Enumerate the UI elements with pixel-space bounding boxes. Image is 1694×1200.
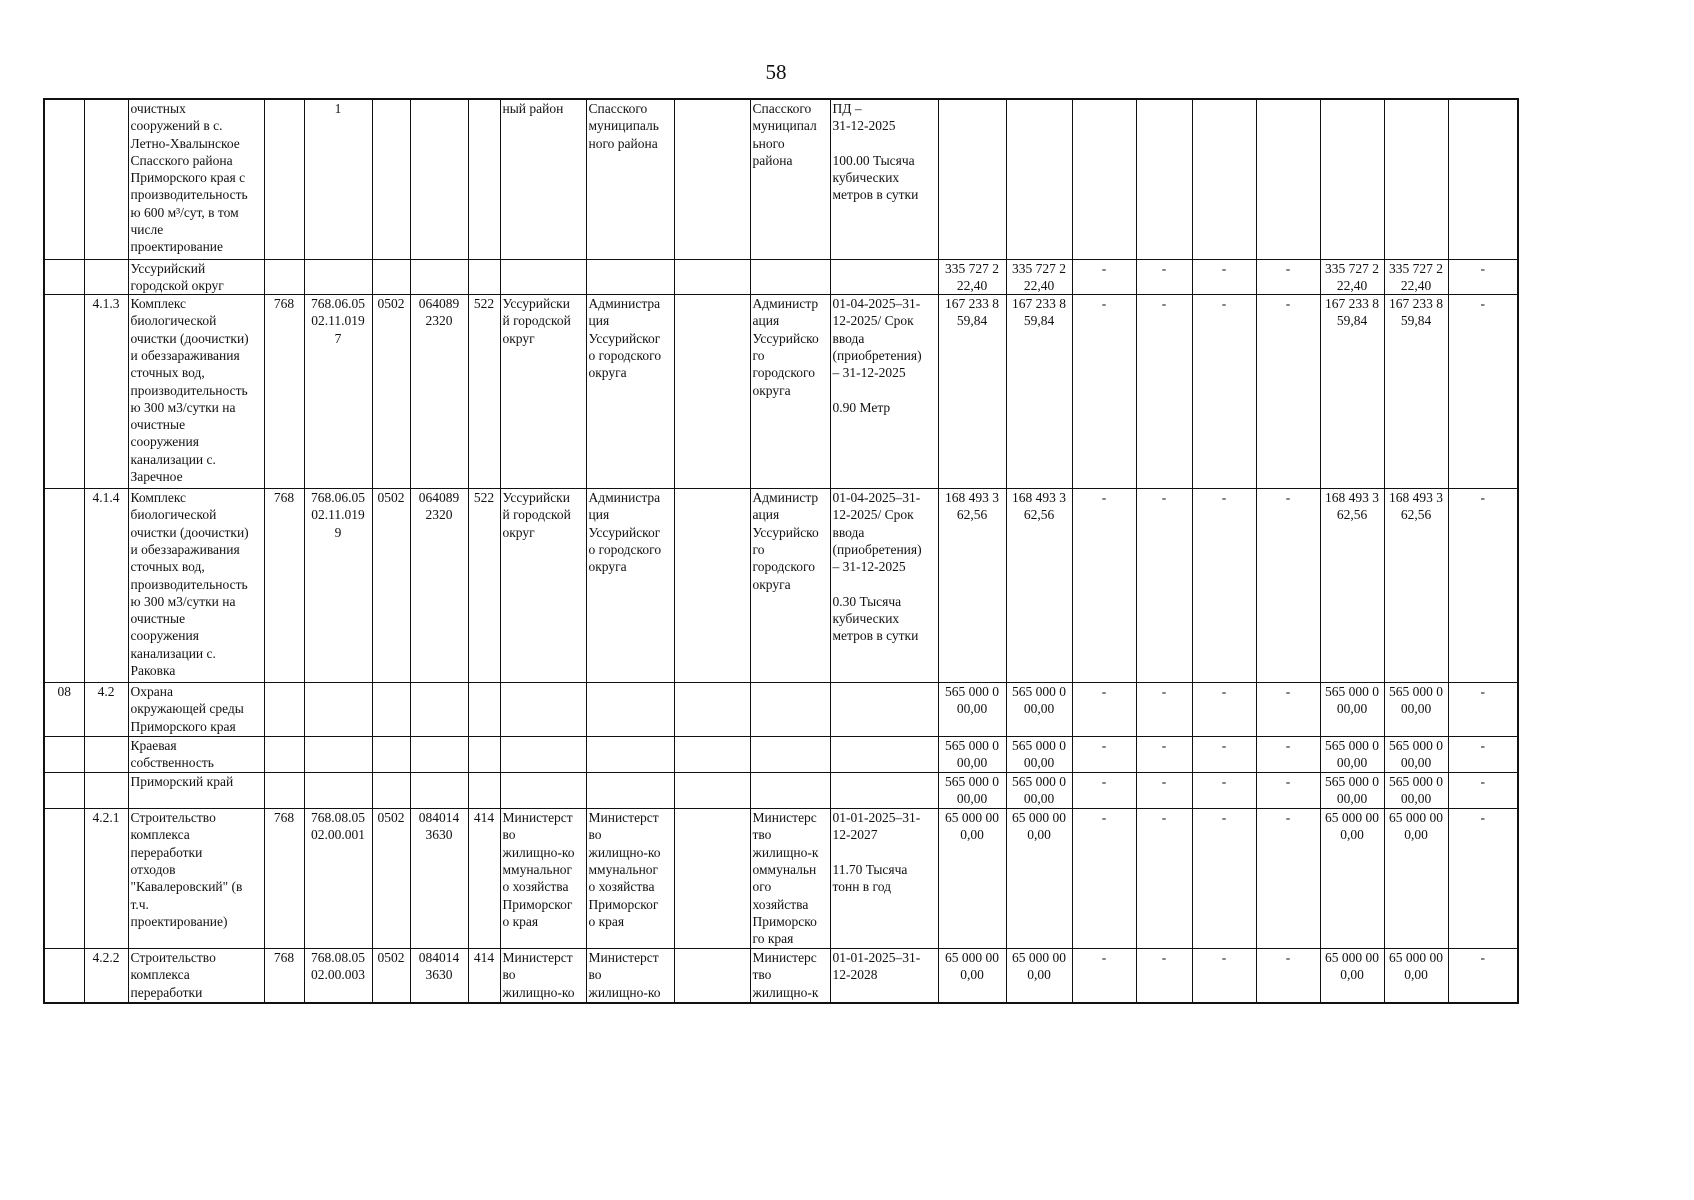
table-cell: - — [1072, 683, 1136, 737]
table-cell: 65 000 00 0,00 — [938, 949, 1006, 1003]
table-cell: 084014 3630 — [410, 949, 468, 1003]
table-cell: - — [1136, 295, 1192, 489]
table-cell — [674, 809, 750, 949]
table-cell — [830, 259, 938, 295]
table-cell: 768 — [264, 949, 304, 1003]
table-cell: - — [1192, 773, 1256, 809]
table-cell — [372, 773, 410, 809]
table-cell: 414 — [468, 949, 500, 1003]
table-cell: - — [1136, 259, 1192, 295]
table-cell: 335 727 2 22,40 — [1384, 259, 1448, 295]
table-cell: 565 000 0 00,00 — [1006, 683, 1072, 737]
table-cell: 768.06.05 02.11.019 9 — [304, 489, 372, 683]
table-cell — [410, 683, 468, 737]
table-cell: 65 000 00 0,00 — [1006, 809, 1072, 949]
table-cell — [674, 259, 750, 295]
table-cell: Администра ция Уссурийског о городского округа — [586, 489, 674, 683]
table-cell: 167 233 8 59,84 — [1384, 295, 1448, 489]
table-cell — [586, 683, 674, 737]
table-cell: 335 727 2 22,40 — [1320, 259, 1384, 295]
table-cell: Администра ция Уссурийског о городского округа — [586, 295, 674, 489]
table-cell: - — [1072, 259, 1136, 295]
table-cell: Министерст во жилищно-ко — [586, 949, 674, 1003]
table-cell: - — [1256, 489, 1320, 683]
table-cell — [44, 295, 84, 489]
table-cell: 4.2.1 — [84, 809, 128, 949]
table-cell: - — [1448, 737, 1518, 773]
table-cell: Строительство комплекса переработки отходов "Кавалеровский" (в т.ч. проектирование) — [128, 809, 264, 949]
table-cell: 0502 — [372, 809, 410, 949]
table-cell: 65 000 00 0,00 — [938, 809, 1006, 949]
table-cell: - — [1192, 489, 1256, 683]
table-cell — [938, 99, 1006, 259]
table-row — [44, 295, 1518, 489]
budget-table — [43, 98, 1519, 1004]
table-cell: - — [1192, 683, 1256, 737]
table-cell: - — [1256, 295, 1320, 489]
table-cell: 01-01-2025–31- 12-2028 — [830, 949, 938, 1003]
table-row — [44, 683, 1518, 737]
table-cell — [84, 737, 128, 773]
table-cell: - — [1072, 295, 1136, 489]
table-cell: 414 — [468, 809, 500, 949]
table-cell — [304, 773, 372, 809]
table-cell — [84, 773, 128, 809]
table-cell — [264, 259, 304, 295]
table-cell: 0502 — [372, 489, 410, 683]
table-cell: - — [1256, 949, 1320, 1003]
table-cell — [830, 737, 938, 773]
table-cell — [750, 737, 830, 773]
table-cell — [44, 773, 84, 809]
table-cell — [750, 259, 830, 295]
table-cell — [264, 737, 304, 773]
table-cell: - — [1136, 949, 1192, 1003]
table-cell — [1256, 99, 1320, 259]
table-cell — [586, 259, 674, 295]
table-cell — [264, 99, 304, 259]
table-cell: 565 000 0 00,00 — [938, 773, 1006, 809]
table-cell: 168 493 3 62,56 — [938, 489, 1006, 683]
table-cell — [674, 773, 750, 809]
table-cell — [500, 773, 586, 809]
table-cell: 01-01-2025–31- 12-2027 11.70 Тысяча тонн в год — [830, 809, 938, 949]
table-cell: 768 — [264, 295, 304, 489]
table-cell: Спасского муниципаль ного района — [586, 99, 674, 259]
table-cell: 4.2.2 — [84, 949, 128, 1003]
table-cell: - — [1448, 949, 1518, 1003]
table-cell: Министерст во жилищно-ко — [500, 949, 586, 1003]
table-cell: - — [1256, 809, 1320, 949]
table-cell — [830, 683, 938, 737]
table-cell: 0502 — [372, 949, 410, 1003]
table-cell: 167 233 8 59,84 — [1006, 295, 1072, 489]
table-cell: - — [1136, 683, 1192, 737]
table-cell: 4.1.4 — [84, 489, 128, 683]
table-cell — [1136, 99, 1192, 259]
table-cell — [750, 773, 830, 809]
table-row — [44, 809, 1518, 949]
table-cell: 168 493 3 62,56 — [1006, 489, 1072, 683]
table-cell: 768.08.05 02.00.003 — [304, 949, 372, 1003]
table-cell: 4.1.3 — [84, 295, 128, 489]
table-cell — [1320, 99, 1384, 259]
table-cell: - — [1136, 773, 1192, 809]
table-cell: - — [1192, 737, 1256, 773]
table-cell: Администр ация Уссурийско го городского округа — [750, 295, 830, 489]
table-cell — [304, 737, 372, 773]
table-cell: 167 233 8 59,84 — [1320, 295, 1384, 489]
table-cell — [44, 949, 84, 1003]
table-cell — [44, 809, 84, 949]
table-cell: Комплекс биологической очистки (доочистки) и обеззараживания сточных вод, производительность ю 300 м3/сутки на очистные сооружения канализации с. Раковка — [128, 489, 264, 683]
table-cell: Охрана окружающей среды Приморского края — [128, 683, 264, 737]
table-cell: 522 — [468, 489, 500, 683]
table-cell: 65 000 00 0,00 — [1006, 949, 1072, 1003]
table-cell — [674, 949, 750, 1003]
table-cell — [410, 99, 468, 259]
table-cell — [264, 773, 304, 809]
table-cell: Строительство комплекса переработки — [128, 949, 264, 1003]
table-cell: 1 — [304, 99, 372, 259]
table-cell — [410, 259, 468, 295]
table-cell — [586, 737, 674, 773]
table-cell: Администр ация Уссурийско го городского округа — [750, 489, 830, 683]
table-cell — [468, 773, 500, 809]
table-cell: 168 493 3 62,56 — [1320, 489, 1384, 683]
table-cell: 768 — [264, 809, 304, 949]
table-cell — [1072, 99, 1136, 259]
table-cell — [44, 737, 84, 773]
table-cell — [750, 683, 830, 737]
table-cell: Министерс тво жилищно-к — [750, 949, 830, 1003]
table-cell: 768 — [264, 489, 304, 683]
table-cell: 565 000 0 00,00 — [1006, 773, 1072, 809]
table-cell: 65 000 00 0,00 — [1384, 809, 1448, 949]
table-cell: 65 000 00 0,00 — [1320, 809, 1384, 949]
table-cell: 565 000 0 00,00 — [1320, 773, 1384, 809]
table-cell: Министерс тво жилищно-к оммунальн ого хозяйства Приморско го края — [750, 809, 830, 949]
table-cell: 565 000 0 00,00 — [938, 683, 1006, 737]
table-cell: 335 727 2 22,40 — [938, 259, 1006, 295]
table-cell — [500, 259, 586, 295]
table-row — [44, 737, 1518, 773]
table-cell — [84, 259, 128, 295]
table-cell — [1192, 99, 1256, 259]
table-cell — [468, 259, 500, 295]
table-cell — [44, 259, 84, 295]
table-cell: Уссурийский городской округ — [128, 259, 264, 295]
table-cell: Министерст во жилищно-ко ммунальног о хозяйства Приморског о края — [500, 809, 586, 949]
table-cell: Уссурийски й городской округ — [500, 489, 586, 683]
table-cell: - — [1448, 295, 1518, 489]
table-cell: ный район — [500, 99, 586, 259]
table-cell: 522 — [468, 295, 500, 489]
table-cell: 768.08.05 02.00.001 — [304, 809, 372, 949]
table-cell: - — [1256, 683, 1320, 737]
table-cell — [586, 773, 674, 809]
table-cell: - — [1448, 809, 1518, 949]
table-cell — [372, 683, 410, 737]
table-cell: - — [1136, 809, 1192, 949]
table-cell — [674, 99, 750, 259]
table-cell — [372, 259, 410, 295]
table-cell — [1448, 99, 1518, 259]
table-cell — [372, 737, 410, 773]
table-row — [44, 489, 1518, 683]
table-cell — [674, 683, 750, 737]
table-cell — [304, 259, 372, 295]
table-cell — [500, 737, 586, 773]
page-number: 58 — [765, 60, 787, 84]
table-cell: 335 727 2 22,40 — [1006, 259, 1072, 295]
table-cell: ПД – 31-12-2025 100.00 Тысяча кубических метров в сутки — [830, 99, 938, 259]
table-cell: 565 000 0 00,00 — [1384, 737, 1448, 773]
table-cell — [410, 737, 468, 773]
table-cell: - — [1256, 773, 1320, 809]
table-cell — [500, 683, 586, 737]
table-cell: Министерст во жилищно-ко ммунальног о хозяйства Приморског о края — [586, 809, 674, 949]
table-cell: - — [1192, 949, 1256, 1003]
table-cell: 565 000 0 00,00 — [938, 737, 1006, 773]
table-cell — [830, 773, 938, 809]
table-cell — [372, 99, 410, 259]
table-cell: - — [1256, 737, 1320, 773]
table-cell: 565 000 0 00,00 — [1320, 737, 1384, 773]
table-cell: - — [1448, 773, 1518, 809]
table-cell: 0502 — [372, 295, 410, 489]
table-cell — [674, 489, 750, 683]
table-cell: 064089 2320 — [410, 295, 468, 489]
table-cell: Краевая собственность — [128, 737, 264, 773]
table-cell — [674, 295, 750, 489]
table-cell — [468, 683, 500, 737]
table-cell: - — [1136, 489, 1192, 683]
table-cell: 65 000 00 0,00 — [1384, 949, 1448, 1003]
table-cell: - — [1448, 683, 1518, 737]
table-cell — [410, 773, 468, 809]
table-cell: 084014 3630 — [410, 809, 468, 949]
table-cell: 01-04-2025–31- 12-2025/ Срок ввода (приобретения) – 31-12-2025 0.30 Тысяча кубических метров в сутки — [830, 489, 938, 683]
table-cell — [44, 99, 84, 259]
table-row — [44, 99, 1518, 259]
table-cell: - — [1072, 737, 1136, 773]
table-row — [44, 949, 1518, 1003]
table-cell: 565 000 0 00,00 — [1006, 737, 1072, 773]
table-cell: - — [1192, 259, 1256, 295]
table-cell — [674, 737, 750, 773]
table-cell — [468, 99, 500, 259]
table-cell: 01-04-2025–31- 12-2025/ Срок ввода (приобретения) – 31-12-2025 0.90 Метр — [830, 295, 938, 489]
table-cell: - — [1448, 489, 1518, 683]
table-cell: Комплекс биологической очистки (доочистки) и обеззараживания сточных вод, производительность ю 300 м3/сутки на очистные сооружения канализации с. Заречное — [128, 295, 264, 489]
table-cell: - — [1192, 295, 1256, 489]
table-cell: 565 000 0 00,00 — [1320, 683, 1384, 737]
table-cell: 167 233 8 59,84 — [938, 295, 1006, 489]
table-cell: 65 000 00 0,00 — [1320, 949, 1384, 1003]
table-cell — [468, 737, 500, 773]
table-cell: - — [1072, 489, 1136, 683]
table-cell — [1006, 99, 1072, 259]
table-cell — [304, 683, 372, 737]
table-cell: - — [1192, 809, 1256, 949]
table-cell — [44, 489, 84, 683]
table-cell: 168 493 3 62,56 — [1384, 489, 1448, 683]
table-cell — [264, 683, 304, 737]
table-cell: - — [1072, 809, 1136, 949]
table-row — [44, 773, 1518, 809]
table-cell: - — [1072, 773, 1136, 809]
table-cell: - — [1072, 949, 1136, 1003]
table-cell: Уссурийски й городской округ — [500, 295, 586, 489]
table-cell: - — [1448, 259, 1518, 295]
table-cell: Спасского муниципал ьного района — [750, 99, 830, 259]
table-row — [44, 259, 1518, 295]
table-cell: 08 — [44, 683, 84, 737]
table-cell: 4.2 — [84, 683, 128, 737]
table-cell — [1384, 99, 1448, 259]
table-cell: Приморский край — [128, 773, 264, 809]
table-cell: 768.06.05 02.11.019 7 — [304, 295, 372, 489]
table-cell — [84, 99, 128, 259]
table-cell: 565 000 0 00,00 — [1384, 683, 1448, 737]
table-cell: 064089 2320 — [410, 489, 468, 683]
table-cell: - — [1136, 737, 1192, 773]
table-cell: - — [1256, 259, 1320, 295]
table-cell: 565 000 0 00,00 — [1384, 773, 1448, 809]
table-cell: очистных сооружений в с. Летно-Хвалынское Спасского района Приморского края с производительность ю 600 м³/сут, в том числе проектирование — [128, 99, 264, 259]
